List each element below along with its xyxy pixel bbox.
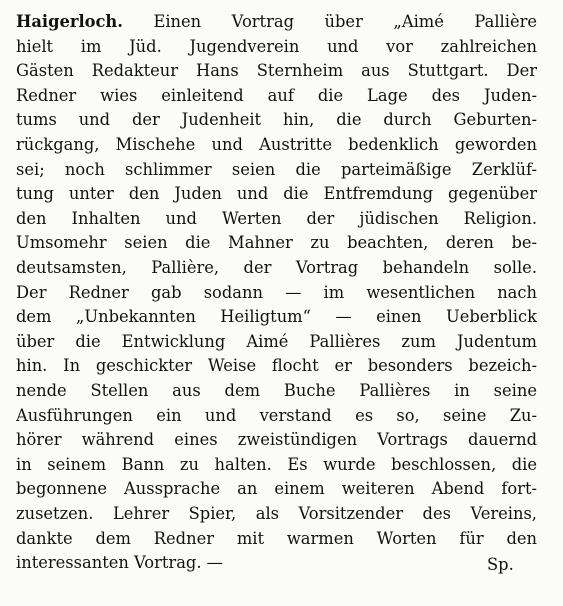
text-line: dem „Unbekannten Heiligtum“ — einen Ueberblick xyxy=(16,307,537,327)
text-line: rückgang, Mischehe und Austritte bedenklich geworden xyxy=(16,134,537,154)
text-line: hielt im Jüd. Jugendverein und vor zahlreichen xyxy=(16,36,537,56)
text-line: den Inhalten und Werten der jüdischen Religion. xyxy=(16,208,537,228)
article-paragraph-1 xyxy=(16,10,537,379)
text-line: tums und der Judenheit hin, die durch Geburten- xyxy=(16,110,537,130)
text-line: in seinem Bann zu halten. Es wurde beschlossen, die xyxy=(16,454,537,474)
text-line: nende Stellen aus dem Buche Pallières in seine xyxy=(16,381,537,400)
text-line: begonnene Aussprache an einem weiteren Abend fort- xyxy=(16,479,537,499)
text-line: Redner wies einleitend auf die Lage des Juden- xyxy=(16,85,537,105)
text-line: Umsomehr seien die Mahner zu beachten, deren be- xyxy=(16,233,537,253)
text-line: zusetzen. Lehrer Spier, als Vorsitzender des Vereins, xyxy=(16,503,537,523)
text-line: interessanten Vortrag. — xyxy=(16,553,223,573)
text-line: Gästen Redakteur Hans Sternheim aus Stuttgart. Der xyxy=(16,61,537,81)
text-line: Ausführungen ein und verstand es so, seine Zu- xyxy=(16,405,537,425)
text-line-remainder: Einen Vortrag über „Aimé Pallière xyxy=(153,12,537,31)
text-line: hörer während eines zweistündigen Vortrags dauernd xyxy=(16,430,537,450)
place-heading: Haigerloch. xyxy=(16,12,123,31)
text-line: dankte dem Redner mit warmen Worten für den xyxy=(16,528,537,548)
text-line: Der Redner gab sodann — im wesentlichen nach xyxy=(16,282,537,302)
text-line: hin. In geschickter Weise flocht er besonders bezeich- xyxy=(16,356,537,376)
text-line: sei; noch schlimmer seien die parteimäßige Zerklüf- xyxy=(16,159,537,179)
text-line xyxy=(16,10,537,35)
text-line: tung unter den Juden und die Entfremdung gegenüber xyxy=(16,184,537,204)
text-line: deutsamsten, Pallière, der Vortrag behandeln solle. xyxy=(16,257,537,277)
author-signature: Sp. xyxy=(487,555,514,574)
text-line: über die Entwicklung Aimé Pallières zum Judentum xyxy=(16,331,537,351)
article-paragraph-2 xyxy=(16,379,537,576)
